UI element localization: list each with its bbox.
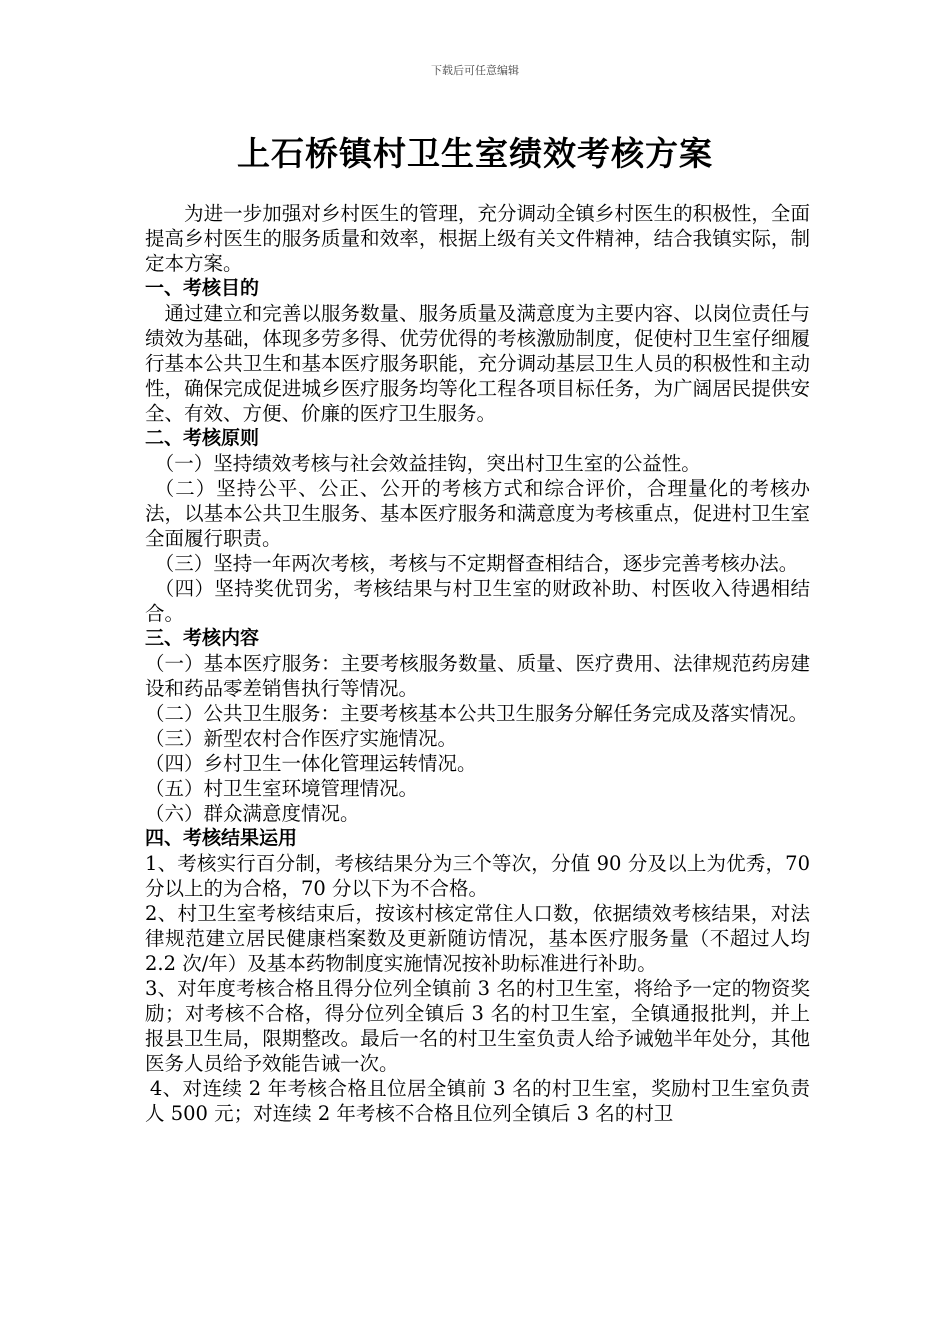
section-heading-results: 四、考核结果运用 bbox=[145, 827, 298, 849]
section-heading-content: 三、考核内容 bbox=[145, 627, 260, 649]
principle-item: （三）坚持一年两次考核，考核与不定期督查相结合，逐步完善考核办法。 bbox=[154, 552, 799, 575]
document-title: 上石桥镇村卫生室绩效考核方案 bbox=[237, 134, 713, 173]
header-note: 下载后可任意编辑 bbox=[431, 64, 519, 77]
content-item: （五）村卫生室环境管理情况。 bbox=[145, 777, 419, 800]
content-item: （四）乡村卫生一体化管理运转情况。 bbox=[145, 752, 477, 775]
purpose-paragraph: 通过建立和完善以服务数量、服务质量及满意度为主要内容、以岗位责任与绩效为基础，体现多劳多得、优劳优得的考核激励制度，促使村卫生室仔细履行基本公共卫生和基本医疗服务职能，充分调动基层卫生人员的积极性和主动性，确保完成促进城乡医疗服务均等化工程各项目标任务，为广阔居民提供安全、有效、方便、价廉的医疗卫生服务。 bbox=[145, 302, 810, 425]
content-item: （三）新型农村合作医疗实施情况。 bbox=[145, 727, 458, 750]
content-item: （一）基本医疗服务：主要考核服务数量、质量、医疗费用、法律规范药房建设和药品零差销售执行等情况。 bbox=[145, 652, 810, 700]
principle-item: （四）坚持奖优罚劣，考核结果与村卫生室的财政补助、村医收入待遇相结合。 bbox=[145, 577, 810, 625]
intro-paragraph: 为进一步加强对乡村医生的管理，充分调动全镇乡村医生的积极性，全面提高乡村医生的服务质量和效率，根据上级有关文件精神，结合我镇实际，制定本方案。 bbox=[145, 202, 810, 275]
content-item: （六）群众满意度情况。 bbox=[145, 802, 360, 825]
result-item: 1、考核实行百分制，考核结果分为三个等次，分值 90 分及以上为优秀，70 分以上的为合格，70 分以下为不合格。 bbox=[145, 852, 810, 900]
principle-item: （一）坚持绩效考核与社会效益挂钩，突出村卫生室的公益性。 bbox=[154, 452, 701, 475]
result-item: 4、对连续 2 年考核合格且位居全镇前 3 名的村卫生室，奖励村卫生室负责人 500 元；对连续 2 年考核不合格且位列全镇后 3 名的村卫 bbox=[145, 1077, 810, 1125]
content-item: （二）公共卫生服务：主要考核基本公共卫生服务分解任务完成及落实情况。 bbox=[145, 702, 809, 725]
section-heading-principles: 二、考核原则 bbox=[145, 427, 260, 449]
result-item: 2、村卫生室考核结束后，按该村核定常住人口数，依据绩效考核结果，对法律规范建立居民健康档案数及更新随访情况，基本医疗服务量（不超过人均 2.2 次/年）及基本药物制度实施情况按补助标准进行补助。 bbox=[145, 902, 810, 975]
result-item: 3、对年度考核合格且得分位列全镇前 3 名的村卫生室，将给予一定的物资奖励；对考核不合格，得分位列全镇后 3 名的村卫生室，全镇通报批判，并上报县卫生局，限期整改。最后一名的村卫生室负责人给予诫勉半年处分，其他医务人员给予效能告诫一次。 bbox=[145, 977, 810, 1075]
section-heading-purpose: 一、考核目的 bbox=[145, 277, 260, 299]
principle-item: （二）坚持公平、公正、公开的考核方式和综合评价，合理量化的考核办法，以基本公共卫生服务、基本医疗服务和满意度为考核重点，促进村卫生室全面履行职责。 bbox=[145, 477, 810, 550]
document-body bbox=[145, 201, 810, 1126]
